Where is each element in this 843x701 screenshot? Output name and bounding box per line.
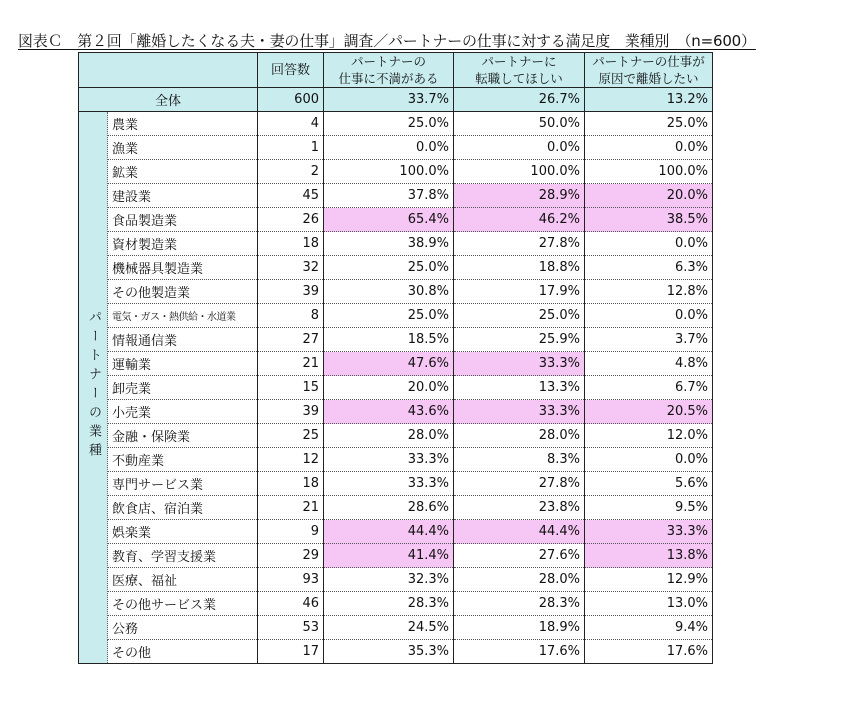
- industry-name: 公務: [108, 616, 258, 640]
- table-row: [79, 304, 713, 328]
- header-want-divorce: [585, 53, 713, 88]
- response-count: 46: [258, 592, 324, 616]
- total-dissatisfied: 33.7%: [324, 88, 454, 112]
- industry-name: 機械器具製造業: [108, 256, 258, 280]
- table-row: [79, 568, 713, 592]
- response-count: 17: [258, 640, 324, 664]
- total-count: 600: [258, 88, 324, 112]
- industry-name: その他サービス業: [108, 592, 258, 616]
- response-count: 9: [258, 520, 324, 544]
- industry-name: 小売業: [108, 400, 258, 424]
- dissatisfied-pct: 25.0%: [324, 112, 454, 136]
- want-divorce-pct: 9.5%: [585, 496, 713, 520]
- want-divorce-pct: 25.0%: [585, 112, 713, 136]
- dissatisfied-pct: 44.4%: [324, 520, 454, 544]
- industry-name: 農業: [108, 112, 258, 136]
- want-divorce-pct: 13.8%: [585, 544, 713, 568]
- dissatisfied-pct: 33.3%: [324, 448, 454, 472]
- dissatisfied-pct: 100.0%: [324, 160, 454, 184]
- want-job-change-pct: 0.0%: [454, 136, 585, 160]
- want-divorce-pct: 12.9%: [585, 568, 713, 592]
- want-divorce-pct: 13.0%: [585, 592, 713, 616]
- response-count: 15: [258, 376, 324, 400]
- dissatisfied-pct: 65.4%: [324, 208, 454, 232]
- response-count: 25: [258, 424, 324, 448]
- dissatisfied-pct: 38.9%: [324, 232, 454, 256]
- dissatisfied-pct: 47.6%: [324, 352, 454, 376]
- table-row: [79, 448, 713, 472]
- industry-name: その他製造業: [108, 280, 258, 304]
- industry-name: 教育、学習支援業: [108, 544, 258, 568]
- dissatisfied-pct: 32.3%: [324, 568, 454, 592]
- total-want-divorce: 13.2%: [585, 88, 713, 112]
- response-count: 21: [258, 352, 324, 376]
- industry-name: 運輸業: [108, 352, 258, 376]
- table-row: [79, 352, 713, 376]
- table-row: [79, 256, 713, 280]
- want-job-change-pct: 13.3%: [454, 376, 585, 400]
- response-count: 27: [258, 328, 324, 352]
- header-want-job-change-line2: 転職してほしい: [475, 71, 563, 86]
- header-want-divorce-line1: パートナーの仕事が: [592, 54, 705, 69]
- response-count: 18: [258, 232, 324, 256]
- table-row: [79, 592, 713, 616]
- header-corner: [79, 53, 258, 88]
- want-job-change-pct: 28.0%: [454, 568, 585, 592]
- response-count: 12: [258, 448, 324, 472]
- want-job-change-pct: 25.0%: [454, 304, 585, 328]
- want-divorce-pct: 20.0%: [585, 184, 713, 208]
- response-count: 4: [258, 112, 324, 136]
- dissatisfied-pct: 35.3%: [324, 640, 454, 664]
- want-job-change-pct: 28.0%: [454, 424, 585, 448]
- dissatisfied-pct: 37.8%: [324, 184, 454, 208]
- industry-name: その他: [108, 640, 258, 664]
- table-row: [79, 232, 713, 256]
- total-row: [79, 88, 713, 112]
- table-row: [79, 640, 713, 664]
- response-count: 21: [258, 496, 324, 520]
- want-job-change-pct: 27.8%: [454, 232, 585, 256]
- want-job-change-pct: 25.9%: [454, 328, 585, 352]
- table-row: [79, 112, 713, 136]
- industry-name: 情報通信業: [108, 328, 258, 352]
- table-row: [79, 544, 713, 568]
- industry-name: 資材製造業: [108, 232, 258, 256]
- header-dissatisfied-line1: パートナーの: [350, 54, 426, 69]
- table-row: [79, 160, 713, 184]
- industry-name: 鉱業: [108, 160, 258, 184]
- want-job-change-pct: 27.6%: [454, 544, 585, 568]
- dissatisfied-pct: 28.3%: [324, 592, 454, 616]
- table-title: 図表Ｃ 第２回「離婚したくなる夫・妻の仕事」調査／パートナーの仕事に対する満足度 業種別 （n=600）: [18, 32, 756, 50]
- want-job-change-pct: 50.0%: [454, 112, 585, 136]
- industry-side-label: [79, 112, 108, 664]
- industry-name: 漁業: [108, 136, 258, 160]
- industry-name: 建設業: [108, 184, 258, 208]
- want-divorce-pct: 12.0%: [585, 424, 713, 448]
- table-row: [79, 136, 713, 160]
- want-job-change-pct: 27.8%: [454, 472, 585, 496]
- dissatisfied-pct: 20.0%: [324, 376, 454, 400]
- want-job-change-pct: 33.3%: [454, 400, 585, 424]
- table-row: [79, 184, 713, 208]
- dissatisfied-pct: 25.0%: [324, 304, 454, 328]
- want-divorce-pct: 33.3%: [585, 520, 713, 544]
- industry-side-label-text: パートナーの業種: [86, 309, 101, 462]
- industry-name: 専門サービス業: [108, 472, 258, 496]
- want-job-change-pct: 100.0%: [454, 160, 585, 184]
- response-count: 8: [258, 304, 324, 328]
- dissatisfied-pct: 0.0%: [324, 136, 454, 160]
- response-count: 29: [258, 544, 324, 568]
- table-row: [79, 328, 713, 352]
- dissatisfied-pct: 25.0%: [324, 256, 454, 280]
- want-job-change-pct: 28.9%: [454, 184, 585, 208]
- total-label: 全体: [79, 88, 258, 112]
- response-count: 53: [258, 616, 324, 640]
- want-divorce-pct: 0.0%: [585, 232, 713, 256]
- satisfaction-table: [78, 52, 713, 664]
- want-divorce-pct: 5.6%: [585, 472, 713, 496]
- want-divorce-pct: 38.5%: [585, 208, 713, 232]
- want-job-change-pct: 17.6%: [454, 640, 585, 664]
- dissatisfied-pct: 33.3%: [324, 472, 454, 496]
- want-job-change-pct: 46.2%: [454, 208, 585, 232]
- want-job-change-pct: 17.9%: [454, 280, 585, 304]
- table-row: [79, 496, 713, 520]
- dissatisfied-pct: 30.8%: [324, 280, 454, 304]
- dissatisfied-pct: 28.0%: [324, 424, 454, 448]
- header-count: 回答数: [258, 53, 324, 88]
- header-want-job-change: [454, 53, 585, 88]
- response-count: 32: [258, 256, 324, 280]
- dissatisfied-pct: 43.6%: [324, 400, 454, 424]
- industry-name: 食品製造業: [108, 208, 258, 232]
- header-want-job-change-line1: パートナーに: [481, 54, 557, 69]
- want-job-change-pct: 44.4%: [454, 520, 585, 544]
- response-count: 39: [258, 400, 324, 424]
- response-count: 18: [258, 472, 324, 496]
- table-row: [79, 376, 713, 400]
- table-row: [79, 400, 713, 424]
- dissatisfied-pct: 41.4%: [324, 544, 454, 568]
- industry-name: 不動産業: [108, 448, 258, 472]
- header-dissatisfied-line2: 仕事に不満がある: [338, 71, 439, 86]
- table-row: [79, 616, 713, 640]
- table-row: [79, 208, 713, 232]
- want-divorce-pct: 0.0%: [585, 136, 713, 160]
- want-divorce-pct: 12.8%: [585, 280, 713, 304]
- total-want-job-change: 26.7%: [454, 88, 585, 112]
- industry-name: 卸売業: [108, 376, 258, 400]
- table-row: [79, 520, 713, 544]
- dissatisfied-pct: 18.5%: [324, 328, 454, 352]
- want-divorce-pct: 9.4%: [585, 616, 713, 640]
- want-divorce-pct: 20.5%: [585, 400, 713, 424]
- table-row: [79, 280, 713, 304]
- response-count: 26: [258, 208, 324, 232]
- header-dissatisfied: [324, 53, 454, 88]
- industry-name: 医療、福祉: [108, 568, 258, 592]
- want-job-change-pct: 8.3%: [454, 448, 585, 472]
- response-count: 39: [258, 280, 324, 304]
- want-job-change-pct: 18.9%: [454, 616, 585, 640]
- want-divorce-pct: 6.3%: [585, 256, 713, 280]
- want-job-change-pct: 28.3%: [454, 592, 585, 616]
- industry-name: 飲食店、宿泊業: [108, 496, 258, 520]
- response-count: 93: [258, 568, 324, 592]
- want-job-change-pct: 18.8%: [454, 256, 585, 280]
- dissatisfied-pct: 24.5%: [324, 616, 454, 640]
- response-count: 2: [258, 160, 324, 184]
- want-divorce-pct: 100.0%: [585, 160, 713, 184]
- industry-name: 電気・ガス・熱供給・水道業: [108, 304, 258, 328]
- want-divorce-pct: 0.0%: [585, 448, 713, 472]
- industry-name: 娯楽業: [108, 520, 258, 544]
- dissatisfied-pct: 28.6%: [324, 496, 454, 520]
- want-divorce-pct: 4.8%: [585, 352, 713, 376]
- table-row: [79, 424, 713, 448]
- table-row: [79, 472, 713, 496]
- header-want-divorce-line2: 原因で離婚したい: [598, 71, 699, 86]
- want-divorce-pct: 3.7%: [585, 328, 713, 352]
- response-count: 45: [258, 184, 324, 208]
- want-divorce-pct: 17.6%: [585, 640, 713, 664]
- want-divorce-pct: 0.0%: [585, 304, 713, 328]
- industry-name: 金融・保険業: [108, 424, 258, 448]
- want-job-change-pct: 33.3%: [454, 352, 585, 376]
- want-job-change-pct: 23.8%: [454, 496, 585, 520]
- want-divorce-pct: 6.7%: [585, 376, 713, 400]
- response-count: 1: [258, 136, 324, 160]
